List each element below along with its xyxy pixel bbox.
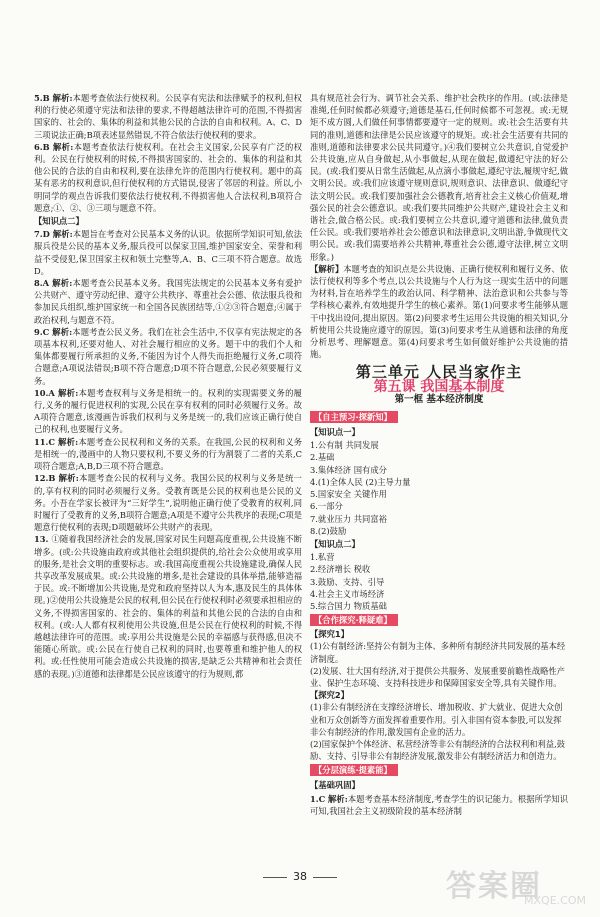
note-label: 【解析】 <box>310 263 344 274</box>
answer-item <box>34 92 302 141</box>
section-cooperation-banner: 【合作探究·释疑难】 <box>310 614 398 626</box>
answer-text: 本题考查公民基本义务。我国宪法规定的公民基本义务有爱护公共财产、遵守劳动纪律、遵守公共秩序、尊重社会公德、依法服兵役和参加民兵组织,维护国家统一和全国各民族团结等,①②③符合题意;④属于政治权利,与题意不符。 <box>34 278 302 325</box>
answer-item <box>34 387 302 436</box>
answer-item <box>34 141 302 214</box>
answer-item <box>34 533 302 679</box>
answer-number: 8.A <box>34 278 53 289</box>
explore-2-item: (2)国家保护个体经济、私营经济等非公有制经济的合法权利和利益,鼓励、支持、引导非公有制经济发展,激发非公有制经济活力和创造力。 <box>310 738 566 762</box>
explore-2-label: 【探究2】 <box>310 690 349 701</box>
unit-title: 第三单元 人民当家作主 <box>355 363 523 382</box>
section-layered-practice-banner: 【分层演练·提素能】 <box>310 764 398 776</box>
knowledge-point-1-heading: 【知识点一】 <box>310 427 360 438</box>
answer-label: 解析: <box>52 326 73 337</box>
question-1-label: 解析: <box>327 793 348 804</box>
left-answer-list <box>34 92 302 680</box>
knowledge-point-1-item: 7.就业压力 共同富裕 <box>310 513 387 524</box>
answer-number: 10.A <box>34 387 59 398</box>
knowledge-point-2-item: 4.社会主义市场经济 <box>310 588 385 599</box>
knowledge-point-1-item: 2.基础 <box>310 452 335 463</box>
left-column <box>34 92 302 680</box>
answer-text: 本题旨在考查对公民基本义务的认识。依据所学知识可知,依法服兵役是公民的基本义务,服兵役可以保家卫国,维护国家安全、荣誉和利益不受侵犯,保卫国家主权和领土完整等,A、B、C三项不符合题意。故选D。 <box>34 229 302 276</box>
answer-number: 7.D <box>34 229 53 240</box>
answer-text: 本题考查依法行使权利。公民享有宪法和法律赋予的权利,但权利的行使必须遵守宪法和法律的要求,不得超越法律许可的范围,不得损害国家的、社会的、集体的利益和其他公民的合法的自由和权利。A、C、D三项说法正确;B项表述显然错误,不符合依法行使权利的要求。 <box>34 93 302 140</box>
answer-number: 6.B <box>34 141 53 152</box>
answer-label: 解析: <box>58 387 79 398</box>
watermark-text: 答案圈 <box>446 869 542 904</box>
answer-text: ①随着我国经济社会的发展,国家对民生问题高度重视,公共设施不断增多。(或:公共设施由政府或其他社会组织提供的,给社会公众使用或享用的服务,是社会文明的重要标志。或:我国高度重视公共设施建设,确保人民共享改革发展成果。或:公共设施的增多,是社会建设的具体举措,能够造福于民。或:不断增加公共设施,是党和政府坚持以人为本,惠及民生的具体体现。)②使用公共设施是公民的权利,但公民在行使权利时必须要承担相应的义务,不得损害国家的、社会的、集体的利益和其他公民的合法的自由和权利。(或:人人都有权利使用公共设施,但是公民在行使权利的时候,不得越越法律许可的范围。或:享用公共设施是公民的幸福感与获得感,但决不能随心所欲。或:公民在行使自己权利的同时,也要尊重和维护他人的权利。或:任性使用可能会造成公共设施的损害,是缺乏公共精神和社会责任感的表现。)③道德和法律都是公民应该遵守的行为规则,都 <box>34 534 302 679</box>
section-preview-banner: 【自主预习·探新知】 <box>310 411 398 423</box>
knowledge-point-1-item: 3.集体经济 国有成分 <box>310 464 387 475</box>
answer-item <box>34 277 302 326</box>
lesson-title: 第五课 我国基本制度 <box>373 378 505 395</box>
answer-13-continued: 具有规范社会行为、调节社会关系、维护社会秩序的作用。(或:法律是准绳,任何时候都必须遵守;道德是基石,任何时候都不可忽视。或:无规矩不成方圆,人们做任何事情都要遵守一定的规则。或:社会生活要有共同的准则,道德和法律是公民应该遵守的规矩。或:社会生活要有共同的准则,道德和法律要求公民共同遵守。)④我们要树立公共意识,自觉爱护公共设施,应从自身做起,从小事做起,从现在做起,做遵纪守法的好公民。(或:我们要从日常生活做起,从点滴小事做起,遵纪守法,履规守纪,做文明公民。或:我们应该遵守规则意识,规则意识、法律意识、做遵纪守法文明公民。或:我们要加强社会公德教育,培育社会主义核心价值观,增强公民的社会公德意识。或:我们要共同维护公共财产,建设社会主义和谐社会,做合格公民。或:我们要树立公共意识,遵守道德和法律,做负责任公民。或:我们要培养社会公德意识和法律意识,文明出游,争做现代文明公民。或:我们需要培养公共精神,尊重社会公德,遵守法律,树立文明形象。) <box>310 93 568 262</box>
knowledge-point-1-list <box>310 439 568 537</box>
right-column <box>310 92 568 817</box>
answer-label: 解析: <box>58 473 79 484</box>
knowledge-point-2-item: 1.私营 <box>310 552 335 563</box>
knowledge-point-2-heading: 【知识点二】 <box>310 538 360 549</box>
answer-item <box>34 472 302 533</box>
answer-label: 解析: <box>52 278 73 289</box>
answer-text: 本题考查公民义务。我们在社会生活中,不仅享有宪法规定的各项基本权利,还要对他人、对社会履行相应的义务。题干中的我们个人和集体都要履行所承担的义务,不能因为讨个人得失而拒绝履行义务,C项符合题意;A项说法错误;B项不符合题意;D项不符合题意,公民必须要履行义务。 <box>34 326 303 386</box>
answer-item <box>34 228 302 277</box>
answer-text: 本题考查公民权利和义务的关系。在我国,公民的权利和义务是相统一的,漫画中的人物只要权利,不要义务的行为割裂了二者的关系,C项符合题意;A,B,D三项不符合题意。 <box>34 436 302 472</box>
answer-number: 5.B <box>34 93 53 103</box>
question-1-number: 1.C <box>310 793 326 804</box>
explore-1-item: (1)公有制经济:坚持公有制为主体、多种所有制经济共同发展的基本经济制度。 <box>310 641 566 664</box>
answer-label: 解析: <box>52 229 73 240</box>
answer-item <box>34 436 302 473</box>
question-1-answer <box>310 793 568 817</box>
watermark-logo <box>446 861 586 907</box>
answer-label: 解析: <box>58 436 79 447</box>
explore-2-item: (1)非公有制经济在支撑经济增长、增加税收、扩大就业、促进大众创业和万众创新等方面发挥着重要作用。引入非国有资本参股,可以发挥非公有制经济的作用,激发国有企业的活力。 <box>310 702 563 737</box>
basic-consolidation-heading: 【基础巩固】 <box>310 780 360 791</box>
answer-number: 9.C <box>34 326 53 337</box>
explore-1-item: (2)发展、壮大国有经济,对于提供公共服务、发展重要前瞻性战略性产业、保护生态环境、支持科技进步和保障国家安全等,具有关键作用。 <box>310 665 566 688</box>
answer-item <box>34 326 302 387</box>
explore-2 <box>310 689 568 762</box>
answer-number: 11.C <box>34 436 59 447</box>
question-1-text: 本题考查基本经济制度,考查学生的识记能力。根据所学知识可知,我国社会主义初级阶段的基本经济制 <box>310 793 568 816</box>
answer-text: 本题考查权利与义务是相统一的。权利的实现需要义务的履行,义务的履行促进权利的实现,公民在享有权利的同时必须履行义务。故A项符合题意,该漫画告诉我们权利与义务是统一的,我们应该正确行使自己的权利,也要履行义务。 <box>34 387 302 435</box>
knowledge-point-2-list <box>310 551 568 612</box>
frame-title: 第一框 基本经济制度 <box>394 393 484 405</box>
knowledge-point-2-item: 2.经济增长 税收 <box>310 564 371 575</box>
page-number-text: 38 <box>293 870 307 883</box>
answer-text: 本题考查依法行使权利。在社会主义国家,公民享有广泛的权利。公民在行使权利的时候,不得损害国家的、社会的、集体的利益和其他公民的合法的自由和权利,要在法律允许的范围内行使权利。题中的高某有恶劣的权利意识,但行使权利的方式错误,侵害了邻居的利益。所以,小明同学的观点告诉我们要依法行使权利,不得损害他人合法权利,B项符合题意;①、②、③三项与题意不符。 <box>34 141 302 213</box>
answer-number: 13. <box>34 534 52 545</box>
note-text: 本题考查的知识点是公共设施、正确行使权利和履行义务、依法行使权利等多个考点,以公共设施与个人行为这一现实生活中的问题为材料,旨在培养学生的政治认同、科学精神、法治意识和公共参与等学科核心素养,有效地提升学生的核心素养。第(1)问要求考生能够从题干中找出设问,提出原因。第(2)问要求考生运用公共设施的相关知识,分析使用公共设施应遵守的原因。第(3)问要求考生从道德和法律的角度分析思考、理解题意。第(4)问要求考生如何做好维护公共设施的措施。 <box>310 263 568 360</box>
knowledge-point-2-item: 3.鼓励、支持、引导 <box>310 576 385 587</box>
knowledge-point-2-item: 5.综合国力 物质基础 <box>310 600 387 611</box>
knowledge-point-1-item: 1.公有制 共同发展 <box>310 440 379 451</box>
answer-number: 12.B <box>34 473 59 484</box>
explore-1 <box>310 628 568 689</box>
knowledge-point-1-item: 5.国家安全 关键作用 <box>310 489 387 500</box>
explore-1-label: 【探究1】 <box>310 629 349 640</box>
knowledge-point-heading: 【知识点二】 <box>34 216 84 227</box>
knowledge-point-1-item: 4.(1)全体人民 (2)主导力量 <box>310 476 411 487</box>
knowledge-point-1-item: 8.(2)鼓励 <box>310 525 347 536</box>
answer-13-note <box>310 263 568 361</box>
answer-text: 本题考查公民的权利与义务。我国公民的权利与义务是统一的,享有权利的同时必须履行义务。受教育既是公民的权利也是公民的义务。小吾在学家长被评为“三好学生”,说明他正确行使了受教育的权利,同时履行了受教育的义务,B项符合题意;A项是不遵守公共秩序的表现;C项是题意行使权利的表现;D项题破坏公共财产的表现。 <box>34 473 302 533</box>
knowledge-point-1-item: 6.一部分 <box>310 501 343 512</box>
watermark-url: MXQE.COM <box>524 894 586 907</box>
answer-label: 解析: <box>52 93 73 103</box>
answer-label: 解析: <box>52 141 74 152</box>
